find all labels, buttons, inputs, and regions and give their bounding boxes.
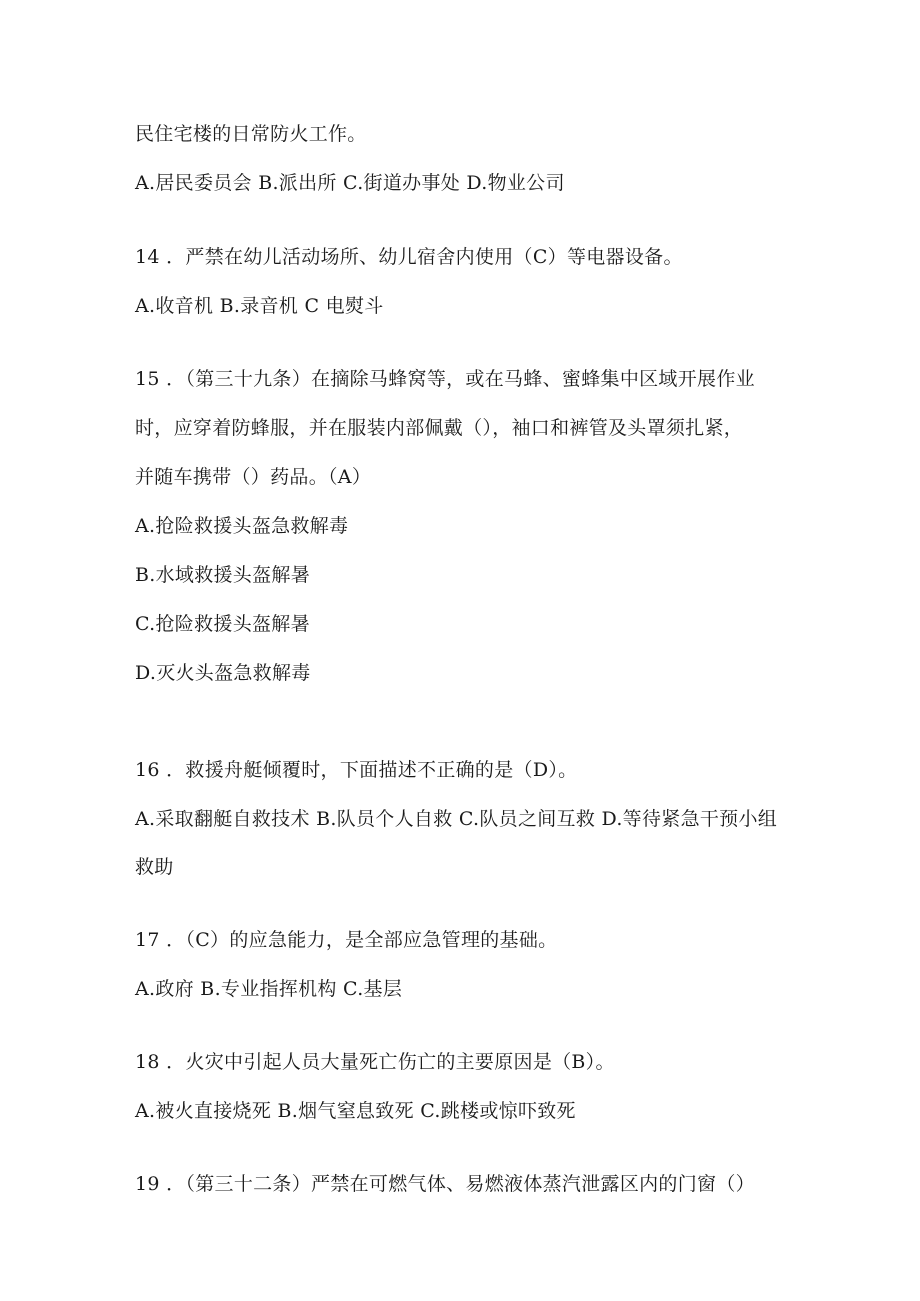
q18-options: A.被火直接烧死 B.烟气窒息致死 C.跳楼或惊吓致死 xyxy=(135,1100,576,1122)
q15-stem-line-3: 并随车携带（）药品。（A） xyxy=(135,466,372,488)
q13-options: A.居民委员会 B.派出所 C.街道办事处 D.物业公司 xyxy=(135,172,565,194)
q15-option-d: D.灭火头盔急救解毒 xyxy=(135,662,311,684)
q15-stem-line-2: 时，应穿着防蜂服，并在服装内部佩戴（），袖口和裤管及头罩须扎紧， xyxy=(135,417,744,439)
q15-option-a: A.抢险救援头盔急救解毒 xyxy=(135,515,349,537)
q17-options: A.政府 B.专业指挥机构 C.基层 xyxy=(135,978,403,1000)
q14-options: A.收音机 B.录音机 C 电熨斗 xyxy=(135,295,384,317)
q17-stem: 17 ．（C）的应急能力，是全部应急管理的基础。 xyxy=(135,929,558,951)
q16-options-line-2: 救助 xyxy=(135,856,174,878)
q15-option-b: B.水域救援头盔解暑 xyxy=(135,564,311,586)
q16-options-line-1: A.采取翻艇自救技术 B.队员个人自救 C.队员之间互救 D.等待紧急干预小组 xyxy=(135,808,778,830)
q13-continuation: 民住宅楼的日常防火工作。 xyxy=(135,123,367,145)
q15-stem-line-1: 15 ．（第三十九条）在摘除马蜂窝等，或在马蜂、蜜蜂集中区域开展作业 xyxy=(135,368,755,390)
q14-stem: 14 ．严禁在幼儿活动场所、幼儿宿舍内使用（C）等电器设备。 xyxy=(135,246,683,268)
q15-option-c: C.抢险救援头盔解暑 xyxy=(135,613,310,635)
q18-stem: 18 ．火灾中引起人员大量死亡伤亡的主要原因是（B）。 xyxy=(135,1051,615,1073)
q19-stem: 19 ．（第三十二条）严禁在可燃气体、易燃液体蒸汽泄露区内的门窗（） xyxy=(135,1173,755,1195)
q16-stem: 16 ．救援舟艇倾覆时，下面描述不正确的是（D）。 xyxy=(135,759,578,781)
